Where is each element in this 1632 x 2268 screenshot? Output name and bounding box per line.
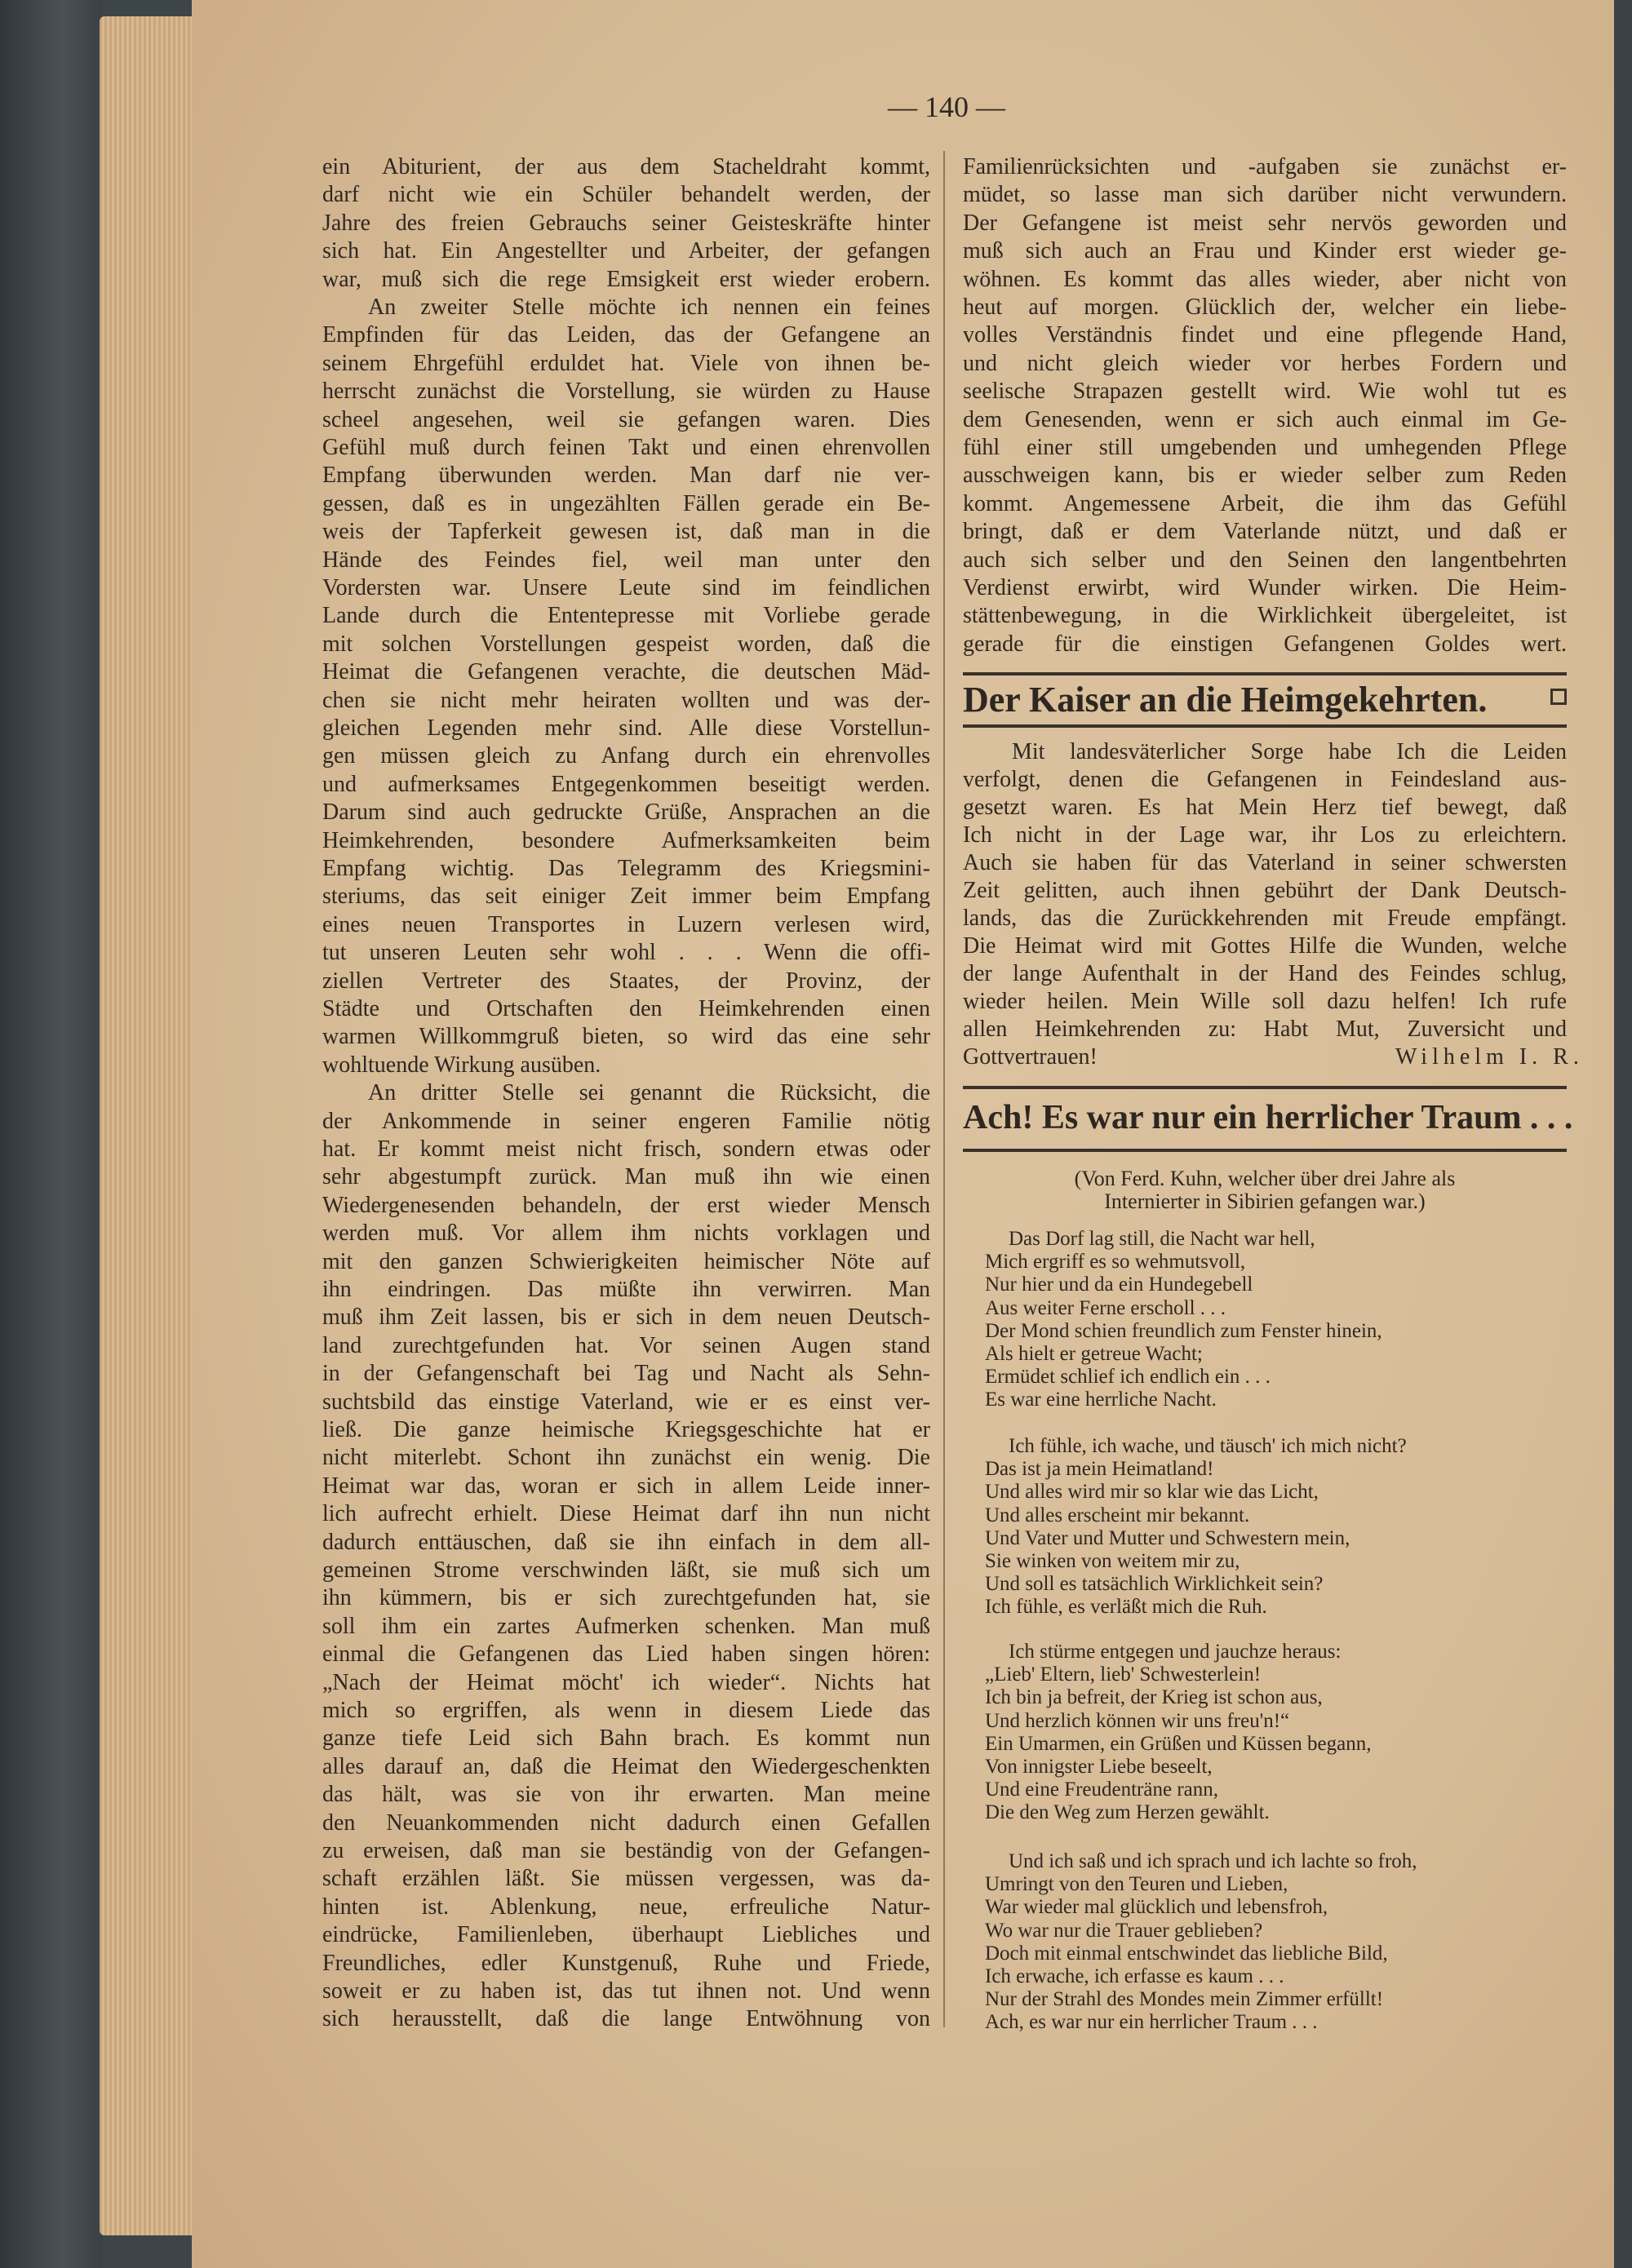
poem-line: Ich fühle, ich wache, und täusch' ich mich nicht? (1009, 1435, 1407, 1457)
poem-line: Ein Umarmen, ein Grüßen und Küssen begann, (985, 1732, 1372, 1755)
text-line: ziellen Vertreter des Staates, der Provinz, der (322, 968, 930, 994)
poem-line: Und alles wird mir so klar wie das Licht, (985, 1481, 1319, 1504)
text-line: soweit er zu haben ist, das tut ihnen not. Und wenn (322, 1978, 930, 2004)
text-line: Mit landesväterlicher Sorge habe Ich die Leiden (1012, 739, 1567, 764)
poem-line: Umringt von den Teuren und Lieben, (985, 1873, 1288, 1896)
text-line: und nicht gleich wieder vor herbes Fordern und (963, 350, 1567, 376)
poem-line: Es war eine herrliche Nacht. (985, 1389, 1217, 1411)
text-line: „Nach der Heimat möcht' ich wieder“. Nichts hat (322, 1669, 930, 1695)
text-line: das hält, was sie von ihr erwarten. Man meine (322, 1782, 930, 1808)
text-line: ein Abiturient, der aus dem Stacheldraht kommt, (322, 154, 930, 179)
text-line: Der Gefangene ist meist sehr nervös geworden und (963, 210, 1567, 236)
text-line: mich so ergriffen, als wenn in diesem Liede das (322, 1698, 930, 1723)
text-line: Jahre des freien Gebrauchs seiner Geisteskräfte hinter (322, 210, 930, 236)
text-line: Empfang überwunden werden. Man darf nie ver- (322, 463, 930, 489)
text-line: war, muß sich die rege Emsigkeit erst wieder erobern. (322, 266, 930, 292)
text-line: Gefühl muß durch feinen Takt und einen ehrenvollen (322, 435, 930, 460)
text-line: herrscht zunächst die Vorstellung, sie würden zu Hause (322, 379, 930, 405)
text-line: ganze tiefe Leid sich Bahn brach. Es kommt nun (322, 1725, 930, 1752)
text-line: der lange Aufenthalt in der Hand des Feindes schlug, (963, 961, 1567, 986)
text-line: stättenbewegung, in die Wirklichkeit übergeleitet, ist (963, 603, 1567, 629)
text-line: gessen, daß es in ungezählten Fällen gerade ein Be- (322, 490, 930, 516)
kaiser-heading (963, 679, 1567, 720)
page-stack-edge (100, 16, 197, 2235)
text-line: Empfinden für das Leiden, das der Gefangene an (322, 322, 930, 348)
text-line: Verdienst erwirbt, wird Wunder wirken. Die Heim- (963, 575, 1567, 600)
text-line: sich hat. Ein Angestellter und Arbeiter, der gefangen (322, 238, 930, 264)
text-line: hat. Er kommt meist nicht frisch, sondern etwas oder (322, 1136, 930, 1162)
box-ornament-icon (1550, 689, 1567, 705)
text-line: weis der Tapferkeit gewesen ist, daß man in die (322, 519, 930, 545)
text-line: fühl einer still umgebenden und umhegenden Pflege (963, 435, 1567, 460)
page-number: — 140 — (888, 91, 1005, 123)
poem-line: Und alles erscheint mir bekannt. (985, 1504, 1250, 1526)
text-line: Vordersten war. Unsere Leute sind im feindlichen (322, 575, 930, 600)
text-line: gen müssen gleich zu Anfang durch ein ehrenvolles (322, 743, 930, 769)
text-line: warmen Willkommgruß bieten, so wird das eine sehr (322, 1024, 930, 1050)
text-line: Ich nicht in der Lage war, ihr Los zu erleichtern. (963, 822, 1567, 848)
text-line: eines neuen Transportes in Luzern verlesen wird, (322, 911, 930, 937)
poem-line: Wo war nur die Trauer geblieben? (985, 1919, 1263, 1942)
text-line: scheel angesehen, weil sie gefangen waren. Dies (322, 406, 930, 432)
kaiser-closing (963, 1043, 1584, 1071)
text-line: Heimat war das, woran er sich in allem Leide inner- (322, 1473, 930, 1499)
text-line: sehr abgestumpft zurück. Man muß ihn wie einen (322, 1164, 930, 1190)
poem-line: Und herzlich können wir uns freu'n!“ (985, 1709, 1290, 1732)
text-line: land zurechtgefunden hat. Vor seinen Augen stand (322, 1332, 930, 1358)
poem-line: Mich ergriff es so wehmutsvoll, (985, 1251, 1246, 1274)
book-cover-edge (0, 0, 102, 2268)
text-line: schaft erzählen läßt. Sie müssen vergessen, was da- (322, 1866, 930, 1892)
poem-line: Ermüdet schlief ich endlich ein . . . (985, 1366, 1271, 1389)
poem-line: Ich fühle, es verläßt mich die Ruh. (985, 1596, 1267, 1619)
poem-line: Und ich saß und ich sprach und ich lachte so froh, (1009, 1850, 1417, 1872)
text-line: Lande durch die Ententepresse mit Vorliebe gerade (322, 603, 930, 629)
text-line: den Neuankommenden nicht dadurch einen Gefallen (322, 1810, 930, 1836)
text-line: steriums, das seit einiger Zeit immer beim Empfang (322, 884, 930, 910)
text-line: mit solchen Vorstellungen gespeist worden, daß die (322, 631, 930, 657)
text-line: gemeinen Strome verschwinden läßt, sie muß sich um (322, 1557, 930, 1583)
poem-line: Und eine Freudenträne rann, (985, 1779, 1218, 1801)
text-line: allen Heimkehrenden zu: Habt Mut, Zuversicht und (963, 1017, 1567, 1042)
text-line: gesetzt waren. Es hat Mein Herz tief bewegt, daß (963, 795, 1567, 820)
text-line: kommt. Angemessene Arbeit, die ihm das Gefühl (963, 490, 1567, 516)
poem-line: Die den Weg zum Herzen gewählt. (985, 1801, 1270, 1824)
poem-line: Das ist ja mein Heimatland! (985, 1458, 1214, 1481)
text-line: sich herausstellt, daß die lange Entwöhnung von (322, 2006, 930, 2032)
text-line: auch sich selber und den Seinen den langentbehrten (963, 547, 1567, 573)
poem-line: Ach, es war nur ein herrlicher Traum . . . (985, 2011, 1318, 2034)
text-line: Wiedergenesenden behandeln, der erst wieder Mensch (322, 1192, 930, 1218)
text-line: lich aufrecht erhielt. Diese Heimat darf ihn nun nicht (322, 1501, 930, 1527)
text-line: chen sie nicht mehr heiraten wollten und was der- (322, 687, 930, 713)
text-line: einmal die Gefangenen das Lied haben singen hören: (322, 1641, 930, 1668)
text-line: Darum sind auch gedruckte Grüße, Ansprachen an die (322, 800, 930, 826)
text-line: müdet, so lasse man sich darüber nicht verwundern. (963, 182, 1567, 208)
text-line: gleichen Legenden mehr sind. Alle diese Vorstellun- (322, 715, 930, 741)
text-line: ausschweigen kann, bis er wieder selber zum Reden (963, 463, 1567, 489)
text-line: seinem Ehrgefühl erduldet hat. Viele von ihnen be- (322, 350, 930, 376)
poem-line: Aus weiter Ferne erscholl . . . (985, 1296, 1226, 1319)
poem-line: Sie winken von weitem mir zu, (985, 1550, 1240, 1572)
section-rule (963, 1149, 1567, 1152)
text-line: eindrücke, Familienleben, überhaupt Liebliches und (322, 1922, 930, 1948)
text-line: wieder heilen. Mein Wille soll dazu helfen! Ich rufe (963, 989, 1567, 1014)
text-line: Auch sie haben für das Vaterland in seiner schwersten (963, 850, 1567, 875)
section-rule (963, 672, 1567, 676)
text-line: bringt, daß er dem Vaterlande nützt, und daß er (963, 519, 1567, 545)
text-line: wohltuende Wirkung ausüben. (322, 1052, 601, 1078)
text-line: in der Gefangenschaft bei Tag und Nacht als Sehn- (322, 1361, 930, 1387)
kaiser-heading-text: Der Kaiser an die Heimgekehrten. (963, 680, 1488, 720)
text-line: An zweiter Stelle möchte ich nennen ein feines (368, 295, 930, 320)
poem-line: Und soll es tatsächlich Wirklichkeit sein? (985, 1573, 1324, 1596)
text-line: Die Heimat wird mit Gottes Hilfe die Wunden, welche (963, 933, 1567, 959)
poem-line: Als hielt er getreue Wacht; (985, 1343, 1203, 1365)
poem-line: „Lieb' Eltern, lieb' Schwesterlein! (985, 1663, 1262, 1686)
section-rule (963, 724, 1567, 728)
text-line: Heimkehrenden, besondere Aufmerksamkeiten beim (322, 827, 930, 853)
text-line: seelische Strapazen gestellt wird. Wie wohl tut es (963, 379, 1567, 405)
text-line: werden muß. Vor allem ihm nichts vorklagen und (322, 1220, 930, 1247)
text-line: ließ. Die ganze heimische Kriegsgeschichte hat er (322, 1417, 930, 1442)
text-line: volles Verständnis findet und eine pflegende Hand, (963, 322, 1567, 348)
text-line: Städte und Ortschaften den Heimkehrenden einen (322, 996, 930, 1021)
text-line: Zeit gelitten, auch ihnen gebührt der Dank Deutsch- (963, 878, 1567, 903)
text-line: ihn eindringen. Das müßte ihn verwirren. Man (322, 1277, 930, 1302)
text-line: Familienrücksichten und -aufgaben sie zunächst er- (963, 154, 1567, 179)
book-cover-right-edge (1614, 0, 1632, 2268)
section-rule (963, 1086, 1567, 1089)
kaiser-closing-text: Gottvertrauen! (963, 1044, 1098, 1070)
poem-line: Das Dorf lag still, die Nacht war hell, (1009, 1228, 1315, 1250)
text-line: tut unseren Leuten sehr wohl . . . Wenn die offi- (322, 940, 930, 966)
poem-line: Ich stürme entgegen und jauchze heraus: (1009, 1641, 1342, 1663)
text-line: wöhnen. Es kommt das alles wieder, aber nicht von (963, 266, 1567, 292)
text-line: ihn kümmern, bis er sich zurechtgefunden hat, sie (322, 1585, 930, 1611)
text-line: verfolgt, denen die Gefangenen in Feindesland aus- (963, 767, 1567, 792)
text-line: Freundliches, edler Kunstgenuß, Ruhe und Friede, (322, 1950, 930, 1976)
poem-line: Von innigster Liebe beseelt, (985, 1756, 1213, 1778)
text-line: der Ankommende in seiner engeren Familie nötig (322, 1108, 930, 1134)
poem-line: Ich bin ja befreit, der Krieg ist schon aus, (985, 1686, 1323, 1709)
kaiser-signature: Wilhelm I. R. (1395, 1044, 1584, 1070)
text-line: Hände des Feindes fiel, weil man unter den (322, 547, 930, 573)
text-line: Empfang wichtig. Das Telegramm des Kriegsmini- (322, 856, 930, 881)
poem-line: Ich erwache, ich erfasse es kaum . . . (985, 1965, 1284, 1987)
text-line: soll ihm ein zartes Aufmerken schenken. Man muß (322, 1613, 930, 1639)
text-line: darf nicht wie ein Schüler behandelt werden, der (322, 182, 930, 208)
poem-attribution-line: Internierter in Sibirien gefangen war.) (1104, 1189, 1426, 1213)
text-line: hinten ist. Ablenkung, neue, erfreuliche Natur- (322, 1894, 930, 1920)
text-line: suchtsbild das einstige Vaterland, wie er es einst ver- (322, 1389, 930, 1415)
poem-attribution-line: (Von Ferd. Kuhn, welcher über drei Jahre als (1074, 1167, 1456, 1190)
text-line: alles darauf an, daß die Heimat den Wiedergeschenkten (322, 1753, 930, 1779)
text-line: muß ihm Zeit lassen, bis er sich in dem neuen Deutsch- (322, 1305, 930, 1331)
text-line: gerade für die einstigen Gefangenen Goldes wert. (963, 631, 1567, 657)
poem-line: Nur hier und da ein Hundegebell (985, 1274, 1253, 1296)
text-line: mit den ganzen Schwierigkeiten heimischer Nöte auf (322, 1248, 930, 1274)
text-line: Heimat die Gefangenen verachte, die deutschen Mäd- (322, 659, 930, 685)
column-divider (943, 151, 945, 2027)
text-line: dadurch enttäuschen, daß sie ihn einfach in dem all- (322, 1529, 930, 1555)
poem-line: Der Mond schien freundlich zum Fenster hinein, (985, 1319, 1382, 1342)
poem-line: Und Vater und Mutter und Schwestern mein, (985, 1526, 1350, 1549)
poem-heading: Ach! Es war nur ein herrlicher Traum . . . (963, 1099, 1573, 1136)
poem-line: Doch mit einmal entschwindet das liebliche Bild, (985, 1942, 1388, 1965)
text-line: lands, das die Zurückkehrenden mit Freude empfängt. (963, 906, 1567, 931)
text-line: muß sich auch an Frau und Kinder erst wieder ge- (963, 238, 1567, 264)
text-line: heut auf morgen. Glücklich der, welcher ein liebe- (963, 295, 1567, 320)
text-line: dem Genesenden, wenn er sich auch einmal im Ge- (963, 406, 1567, 432)
poem-line: Nur der Strahl des Mondes mein Zimmer erfüllt! (985, 1988, 1384, 2011)
text-line: nicht miterlebt. Schont ihn zunächst ein wenig. Die (322, 1445, 930, 1471)
text-line: An dritter Stelle sei genannt die Rücksicht, die (368, 1080, 930, 1106)
text-line: und aufmerksames Entgegenkommen beseitigt werden. (322, 771, 930, 797)
text-line: zu erweisen, daß man sie beständig von der Gefangen- (322, 1838, 930, 1863)
poem-line: War wieder mal glücklich und lebensfroh, (985, 1896, 1328, 1919)
